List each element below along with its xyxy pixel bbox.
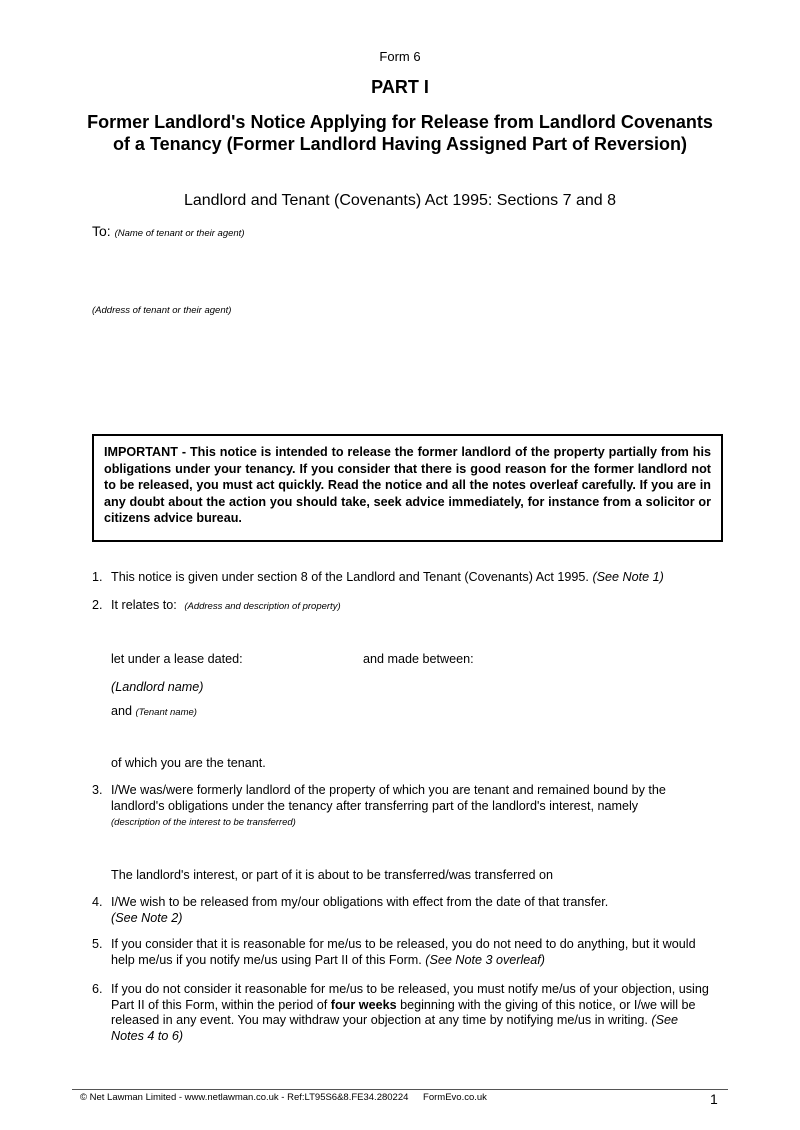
property-hint: (Address and description of property) <box>184 601 341 612</box>
clause-text: I/We was/were formerly landlord of the property of which you are tenant and remained bound by the landlord's obligations under the tenancy after transferring part of the landlord's interest, namely <box>111 783 666 813</box>
tenant-address-hint: (Address of tenant or their agent) <box>92 305 232 316</box>
tenant-name-hint: (Tenant name) <box>135 707 197 718</box>
clause-number: 6. <box>92 982 103 996</box>
clause-6 <box>92 982 712 1044</box>
clause-2 <box>92 598 712 615</box>
landlord-name-hint: (Landlord name) <box>111 680 204 694</box>
important-notice-box: IMPORTANT - This notice is intended to release the former landlord of the property partially from his obligations under your tenancy. If you consider that there is good reason for the former landlord not to be released, you must act quickly. Read the notice and all the notes overleaf carefully. If you are in any doubt about the action you should take, seek advice immediately, for instance from a solicitor or citizens advice bureau. <box>92 434 723 542</box>
clause-number: 4. <box>92 895 103 909</box>
page-title: Former Landlord's Notice Applying for Release from Landlord Covenants of a Tenancy (Former Landlord Having Assigned Part of Reversion) <box>87 112 713 154</box>
tenant-statement: of which you are the tenant. <box>111 756 266 770</box>
tenant-name-hint: (Name of tenant or their agent) <box>114 228 245 239</box>
recipient-line <box>92 223 244 239</box>
objection-period: four weeks <box>330 997 397 1012</box>
footer-divider <box>72 1089 728 1090</box>
footer-copyright: © Net Lawman Limited - www.netlawman.co.uk - Ref:LT95S6&8.FE34.280224 <box>80 1092 409 1103</box>
clause-5 <box>92 937 712 968</box>
clause-note: (See Note 2) <box>111 910 183 925</box>
transfer-date-line: The landlord's interest, or part of it is about to be transferred/was transferred on <box>111 868 554 882</box>
clause-note: (See Note 3 overleaf) <box>425 952 545 967</box>
footer <box>80 1092 487 1103</box>
tenant-party-line <box>111 704 197 718</box>
form-number: Form 6 <box>379 49 421 64</box>
clause-3 <box>92 783 712 814</box>
footer-site: FormEvo.co.uk <box>423 1092 487 1103</box>
clause-text-continued: beginning with the giving of this notice, or I/we will be released in any event. You may withdraw your objection at any time by notifying me/us in writing. <box>111 997 696 1027</box>
clause-4 <box>92 895 712 926</box>
lease-date-label: let under a lease dated: <box>111 652 243 666</box>
clause-text: It relates to: <box>111 598 177 612</box>
clause-number: 3. <box>92 783 103 797</box>
page-number: 1 <box>710 1091 718 1107</box>
clause-number: 5. <box>92 937 103 951</box>
to-label: To: <box>92 223 111 239</box>
act-reference: Landlord and Tenant (Covenants) Act 1995: Sections 7 and 8 <box>183 192 616 209</box>
and-label: and <box>111 704 133 718</box>
clause-text: If you consider that it is reasonable for me/us to be released, you do not need to do anything, but it would help me/us if you notify me/us using Part II of this Form. <box>111 937 696 967</box>
clause-text: This notice is given under section 8 of the Landlord and Tenant (Covenants) Act 1995. <box>111 570 589 584</box>
made-between-label: and made between: <box>363 652 474 666</box>
clause-text: I/We wish to be released from my/our obligations with effect from the date of that transfer. <box>111 895 609 909</box>
clause-note: (See Note 1) <box>592 570 664 584</box>
interest-hint: (description of the interest to be transferred) <box>111 817 296 828</box>
clause-number: 1. <box>92 570 103 584</box>
clause-note: (See Notes 4 to 6) <box>111 1013 679 1043</box>
clause-1 <box>92 570 712 586</box>
clause-number: 2. <box>92 598 103 612</box>
part-title: PART I <box>371 77 429 97</box>
clause-text: If you do not consider it reasonable for me/us to be released, you must notify me/us of your objection, using Part II of this Form, within the period of <box>111 982 709 1012</box>
